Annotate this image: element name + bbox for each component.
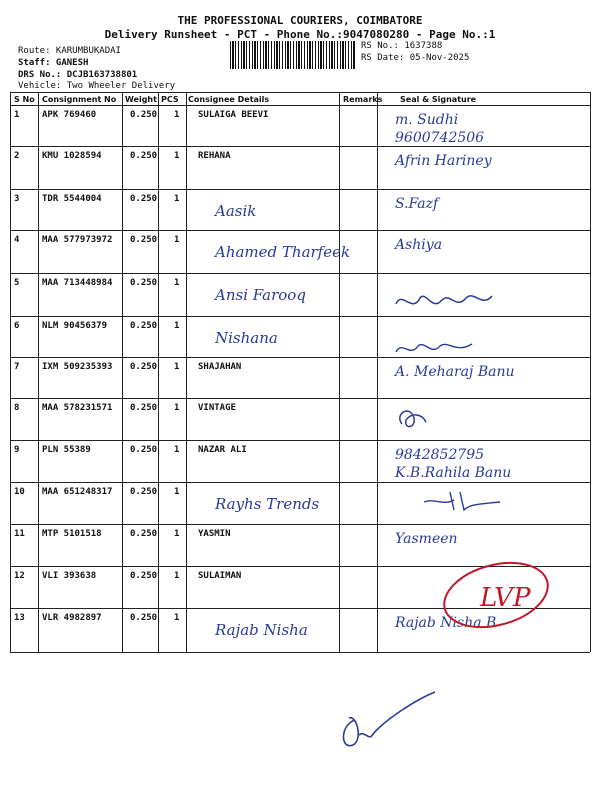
row-pcs: 1 (174, 529, 180, 539)
row-pcs: 1 (174, 151, 180, 161)
row-pcs: 1 (174, 194, 180, 204)
row-consignment-no: MAA 713448984 (42, 278, 113, 288)
row-consignment-no: TDR 5544004 (42, 194, 102, 204)
grid-line (377, 92, 378, 652)
handwritten-consignee: Ahamed Tharfeek (215, 243, 351, 261)
row-weight: 0.250 (130, 235, 158, 245)
row-pcs: 1 (174, 445, 180, 455)
row-weight: 0.250 (130, 151, 158, 161)
col-sno: S No (14, 95, 35, 104)
col-consignee: Consignee Details (188, 95, 270, 104)
rs-date: RS Date: 05-Nov-2025 (361, 53, 470, 63)
row-consignee: VINTAGE (198, 403, 236, 413)
grid-line (10, 92, 590, 93)
handwritten-signature: m. Sudhi (395, 112, 459, 128)
col-remarks: Remarks (343, 95, 383, 104)
row-consignment-no: MAA 577973972 (42, 235, 113, 245)
barcode (230, 41, 356, 69)
row-consignment-no: IXM 509235393 (42, 362, 113, 372)
row-consignment-no: MTP 5101518 (42, 529, 102, 539)
row-pcs: 1 (174, 613, 180, 623)
row-sno: 8 (14, 403, 20, 413)
signature-scribble-row10 (420, 490, 510, 512)
row-weight: 0.250 (130, 529, 158, 539)
row-consignment-no: KMU 1028594 (42, 151, 102, 161)
row-consignment-no: MAA 651248317 (42, 487, 113, 497)
signature-scribble-row8 (392, 404, 442, 434)
row-sno: 1 (14, 110, 20, 120)
row-sno: 4 (14, 235, 20, 245)
row-consignee: REHANA (198, 151, 231, 161)
footer-signature (335, 690, 445, 760)
row-pcs: 1 (174, 235, 180, 245)
row-consignment-no: VLR 4982897 (42, 613, 102, 623)
row-weight: 0.250 (130, 445, 158, 455)
grid-line (10, 398, 590, 399)
handwritten-signature-line2: 9600742506 (395, 130, 485, 146)
row-consignee: NAZAR ALI (198, 445, 247, 455)
row-sno: 9 (14, 445, 20, 455)
row-consignment-no: APK 769460 (42, 110, 97, 120)
row-weight: 0.250 (130, 403, 158, 413)
grid-line (38, 92, 39, 652)
handwritten-signature: A. Meharaj Banu (395, 364, 515, 380)
row-consignment-no: NLM 90456379 (42, 321, 108, 331)
stamp-text: LVP (480, 583, 531, 613)
route-label: Route: KARUMBUKADAI (18, 46, 121, 56)
row-weight: 0.250 (130, 487, 158, 497)
rs-number: RS No.: 1637388 (361, 41, 443, 51)
staff-label: Staff: GANESH (18, 58, 89, 68)
row-sno: 6 (14, 321, 20, 331)
grid-line (10, 230, 590, 231)
row-consignment-no: MAA 578231571 (42, 403, 113, 413)
grid-line (122, 92, 123, 652)
grid-line (10, 357, 590, 358)
grid-line (10, 524, 590, 525)
row-sno: 12 (14, 571, 25, 581)
handwritten-consignee: Ansi Farooq (215, 286, 306, 304)
row-consignee: SHAJAHAN (198, 362, 242, 372)
handwritten-signature: Yasmeen (395, 531, 458, 547)
row-weight: 0.250 (130, 571, 158, 581)
row-pcs: 1 (174, 571, 180, 581)
row-weight: 0.250 (130, 110, 158, 120)
grid-line (158, 92, 159, 652)
grid-line (10, 189, 590, 190)
row-weight: 0.250 (130, 362, 158, 372)
handwritten-signature-line2: K.B.Rahila Banu (395, 465, 512, 481)
row-pcs: 1 (174, 110, 180, 120)
col-seal-signature: Seal & Signature (400, 95, 477, 104)
company-title: THE PROFESSIONAL COURIERS, COIMBATORE (177, 14, 423, 27)
col-weight: Weight (125, 95, 157, 104)
row-consignee: SULAIGA BEEVI (198, 110, 269, 120)
delivery-stamp (440, 560, 552, 630)
row-pcs: 1 (174, 362, 180, 372)
row-sno: 5 (14, 278, 20, 288)
row-consignee: SULAIMAN (198, 571, 242, 581)
row-sno: 10 (14, 487, 25, 497)
grid-line (10, 316, 590, 317)
grid-line (10, 92, 11, 652)
row-weight: 0.250 (130, 194, 158, 204)
col-consignment: Consignment No (42, 95, 117, 104)
signature-scribble-row5 (392, 286, 502, 316)
grid-line (339, 92, 340, 652)
grid-line (10, 273, 590, 274)
row-consignment-no: VLI 393638 (42, 571, 97, 581)
row-pcs: 1 (174, 321, 180, 331)
row-pcs: 1 (174, 403, 180, 413)
row-sno: 7 (14, 362, 20, 372)
row-sno: 11 (14, 529, 25, 539)
grid-line (10, 105, 590, 106)
grid-line (10, 652, 590, 653)
row-weight: 0.250 (130, 321, 158, 331)
signature-scribble-row6 (392, 338, 482, 360)
handwritten-consignee: Rajab Nisha (215, 621, 308, 639)
grid-line (10, 440, 590, 441)
handwritten-signature: Ashiya (395, 237, 443, 253)
grid-line (590, 92, 591, 652)
handwritten-consignee: Nishana (215, 329, 278, 347)
drs-label: DRS No.: DCJB163738801 (18, 70, 138, 80)
handwritten-signature: Rajab Nisha B (395, 615, 497, 631)
handwritten-consignee: Aasik (215, 202, 257, 220)
row-weight: 0.250 (130, 278, 158, 288)
row-consignee: YASMIN (198, 529, 231, 539)
row-weight: 0.250 (130, 613, 158, 623)
handwritten-consignee: Rayhs Trends (215, 495, 320, 513)
row-pcs: 1 (174, 487, 180, 497)
row-consignment-no: PLN 55389 (42, 445, 91, 455)
row-sno: 2 (14, 151, 20, 161)
handwritten-signature: Afrin Hariney (395, 153, 492, 169)
grid-line (10, 482, 590, 483)
handwritten-signature: 9842852795 (395, 447, 485, 463)
grid-line (10, 146, 590, 147)
row-sno: 13 (14, 613, 25, 623)
handwritten-signature: S.Fazf (395, 196, 439, 212)
col-pcs: PCS (161, 95, 179, 104)
vehicle-label: Vehicle: Two Wheeler Delivery (18, 81, 176, 91)
runsheet-subtitle: Delivery Runsheet - PCT - Phone No.:9047080280 - Page No.:1 (104, 28, 496, 41)
row-pcs: 1 (174, 278, 180, 288)
row-sno: 3 (14, 194, 20, 204)
grid-line (186, 92, 187, 652)
